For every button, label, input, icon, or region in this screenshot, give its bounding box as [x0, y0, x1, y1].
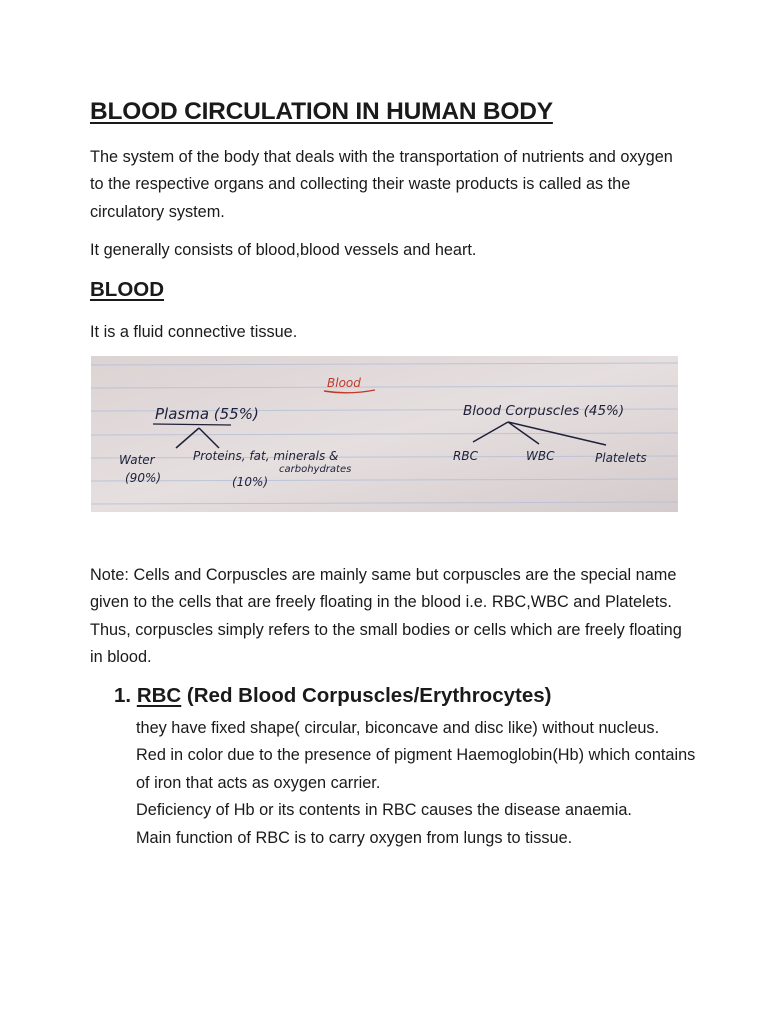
list-number: 1.: [114, 684, 132, 707]
consists-paragraph: It generally consists of blood,blood vessels and heart.: [90, 241, 477, 259]
rbc-detail-line: they have fixed shape( circular, biconcave and disc like) without nucleus.: [136, 719, 660, 737]
rbc-details: [136, 715, 696, 852]
diagram-proteins-percent: (10%): [232, 475, 269, 489]
section-text: It is a fluid connective tissue.: [90, 323, 298, 341]
document-title: BLOOD CIRCULATION IN HUMAN BODY: [90, 98, 553, 125]
rbc-detail-line: Main function of RBC is to carry oxygen from lungs to tissue.: [136, 828, 573, 847]
diagram-carbohydrates-label: carbohydrates: [279, 464, 352, 475]
list-item-rbc-heading: [114, 684, 551, 708]
diagram-rbc-label: RBC: [453, 449, 478, 463]
list-term-description: (Red Blood Corpuscles/Erythrocytes): [181, 684, 552, 707]
diagram-corpuscles-label: Blood Corpuscles (45%): [463, 403, 625, 419]
intro-paragraph: The system of the body that deals with the transportation of nutrients and oxygen to the respective organs and collecting their waste products is called as the circulatory system.: [90, 148, 673, 221]
diagram-water-label: Water: [119, 453, 155, 467]
diagram-platelets-label: Platelets: [595, 451, 647, 465]
diagram-root-label: Blood: [327, 376, 361, 390]
blood-diagram-photo: [91, 356, 678, 512]
rbc-detail-line: Deficiency of Hb or its contents in RBC causes the disease anaemia.: [136, 801, 632, 820]
diagram-plasma-label: Plasma (55%): [155, 405, 259, 423]
rbc-detail-line: Red in color due to the presence of pigment Haemoglobin(Hb) which contains of iron that acts as oxygen carrier.: [136, 746, 696, 792]
diagram-wbc-label: WBC: [526, 449, 555, 463]
diagram-proteins-label: Proteins, fat, minerals &: [193, 449, 339, 463]
list-term-rbc: RBC: [136, 684, 182, 707]
section-heading-blood: BLOOD: [90, 278, 165, 301]
diagram-water-percent: (90%): [125, 471, 162, 485]
note-paragraph: Note: Cells and Corpuscles are mainly same but corpuscles are the special name given to the cells that are freely floating in the blood i.e. RBC,WBC and Platelets. Thus, corpuscles simply refers to the small bodies or cells which are freely floating in blood.: [90, 566, 682, 667]
